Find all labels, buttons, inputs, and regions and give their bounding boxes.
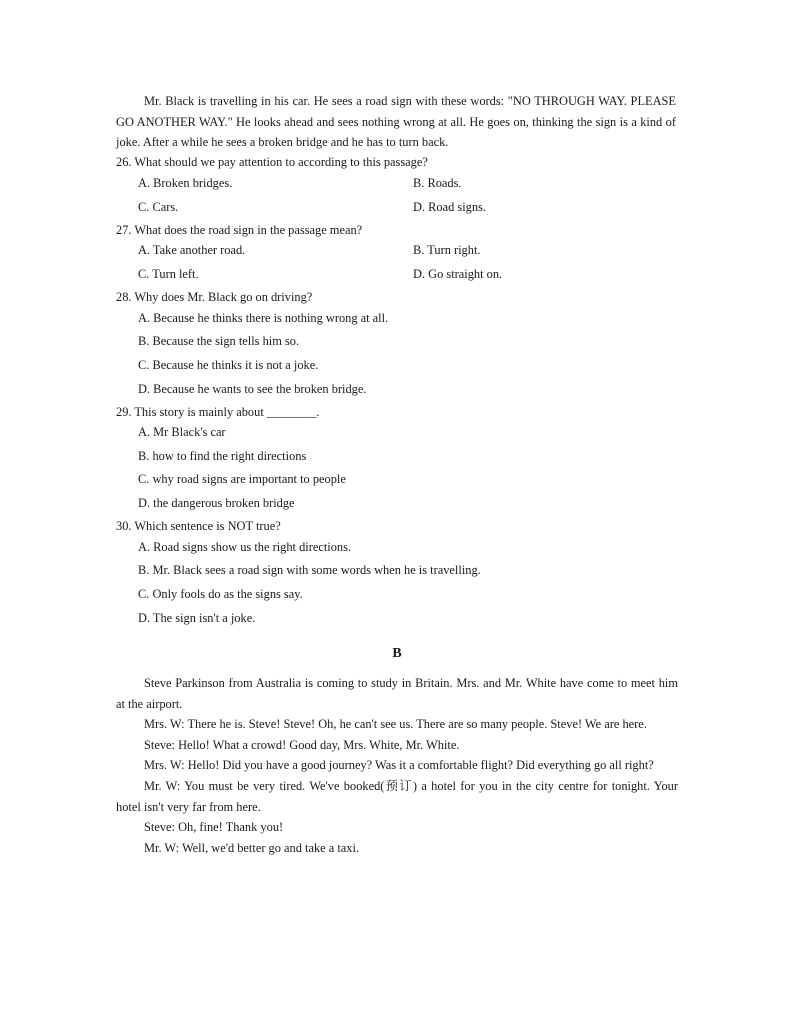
question-28-stem: 28. Why does Mr. Black go on driving? — [116, 290, 313, 304]
passage-a — [116, 91, 676, 153]
question-26-stem: 26. What should we pay attention to according to this passage? — [116, 155, 428, 169]
question-27-option-d: D. Go straight on. — [413, 267, 503, 281]
passage-a-text: Mr. Black is travelling in his car. He sees a road sign with these words: "NO THROUGH WAY. PLEASE GO ANOTHER WAY." He looks ahead and sees nothing wrong at all. He goes on, thinking the sign is a kind of joke. After a while he sees a broken bridge and he has to turn back. — [116, 94, 676, 149]
question-28-option-b: B. Because the sign tells him so. — [138, 334, 300, 348]
dialogue-line: Steve: Oh, fine! Thank you! — [144, 820, 284, 835]
question-30-stem: 30. Which sentence is NOT true? — [116, 519, 281, 533]
question-26-option-b: B. Roads. — [413, 176, 462, 190]
question-29-option-b: B. how to find the right directions — [138, 449, 307, 463]
question-28-option-d: D. Because he wants to see the broken bridge. — [138, 382, 367, 396]
question-27-option-b: B. Turn right. — [413, 243, 481, 257]
dialogue-line: Mr. W: Well, we'd better go and take a taxi. — [144, 840, 360, 855]
question-28-option-c: C. Because he thinks it is not a joke. — [138, 358, 319, 372]
question-29-option-d: D. the dangerous broken bridge — [138, 496, 295, 510]
dialogue-line: Mrs. W: There he is. Steve! Steve! Oh, he can't see us. There are so many people. Steve! We are here. — [144, 717, 647, 732]
question-29-option-c: C. why road signs are important to people — [138, 472, 346, 486]
question-29-option-a: A. Mr Black's car — [138, 425, 226, 439]
question-27-stem: 27. What does the road sign in the passage mean? — [116, 223, 363, 237]
section-b-heading: B — [392, 646, 402, 661]
question-30-option-d: D. The sign isn't a joke. — [138, 611, 256, 625]
question-30-option-b: B. Mr. Black sees a road sign with some words when he is travelling. — [138, 563, 481, 577]
question-27-option-c: C. Turn left. — [138, 267, 199, 281]
section-b-dialogue — [116, 673, 678, 858]
question-27-option-a: A. Take another road. — [138, 243, 246, 257]
question-28-option-a: A. Because he thinks there is nothing wrong at all. — [138, 311, 389, 325]
question-30-option-a: A. Road signs show us the right directions. — [138, 540, 352, 554]
question-26-option-a: A. Broken bridges. — [138, 176, 233, 190]
dialogue-line: Steve: Hello! What a crowd! Good day, Mrs. White, Mr. White. — [144, 737, 460, 752]
dialogue-line: Mr. W: You must be very tired. We've booked(预订) a hotel for you in the city centre for tonight. Your hotel isn't very far from here. — [116, 778, 678, 814]
question-26-option-d: D. Road signs. — [413, 200, 486, 214]
section-b-intro: Steve Parkinson from Australia is coming to study in Britain. Mrs. and Mr. White have come to meet him at the airport. — [116, 676, 678, 711]
question-30-option-c: C. Only fools do as the signs say. — [138, 587, 303, 601]
question-29-stem: 29. This story is mainly about ________. — [116, 405, 320, 419]
dialogue-line: Mrs. W: Hello! Did you have a good journey? Was it a comfortable flight? Did everything go all right? — [144, 758, 654, 773]
question-26-option-c: C. Cars. — [138, 200, 179, 214]
